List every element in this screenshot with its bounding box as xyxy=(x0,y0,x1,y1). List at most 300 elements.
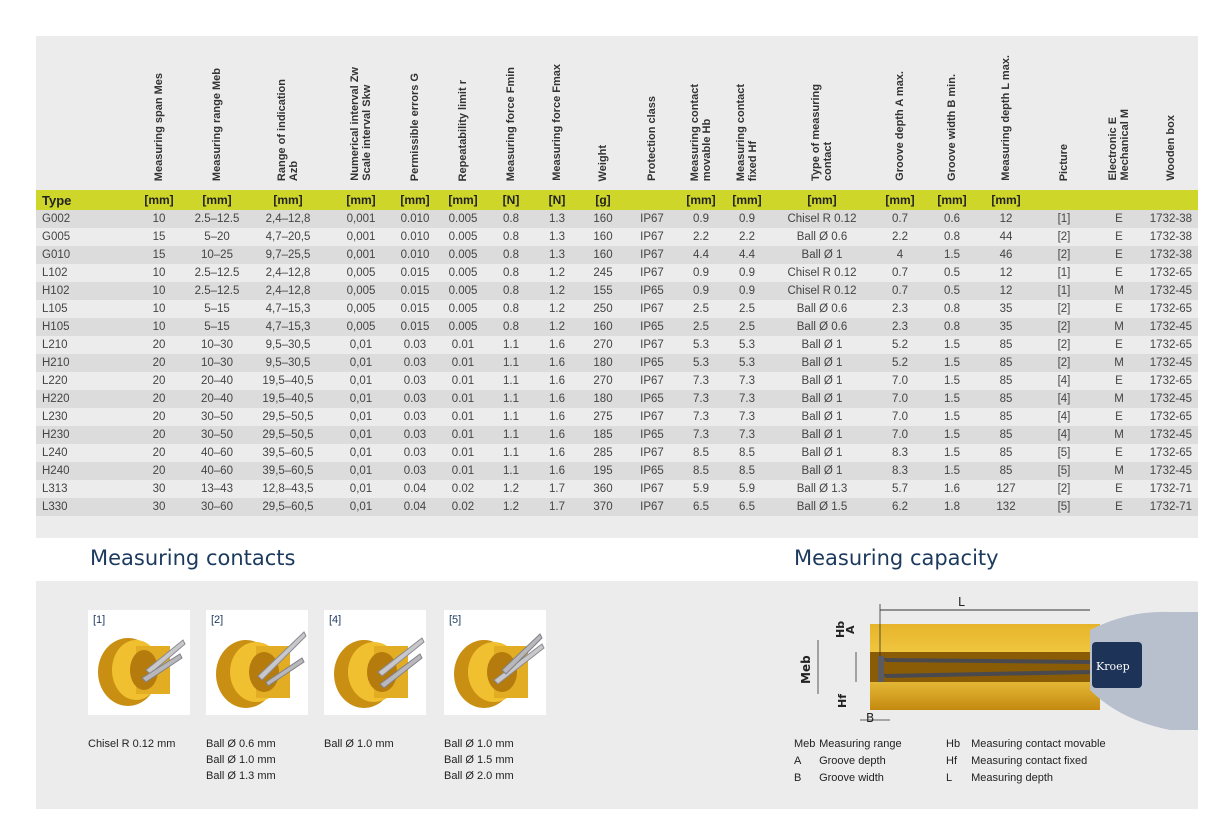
table-cell: E xyxy=(1094,498,1144,516)
table-cell: 20 xyxy=(130,372,188,390)
column-header-label: Type of measuring contact xyxy=(810,84,834,181)
table-cell: 85 xyxy=(978,354,1034,372)
table-cell: [5] xyxy=(1034,462,1094,480)
table-cell: 1.3 xyxy=(534,228,580,246)
column-header xyxy=(1094,36,1144,190)
table-cell: 20–40 xyxy=(188,390,246,408)
table-cell: IP67 xyxy=(626,246,678,264)
table-cell: G005 xyxy=(36,228,130,246)
table-cell: M xyxy=(1094,354,1144,372)
table-cell: 1.8 xyxy=(926,498,978,516)
table-cell: [2] xyxy=(1034,228,1094,246)
table-cell: 1732-45 xyxy=(1144,426,1198,444)
table-cell: 270 xyxy=(580,372,626,390)
table-cell: 1.6 xyxy=(534,372,580,390)
unit-cell: [mm] xyxy=(130,190,188,210)
table-cell: 39,5–60,5 xyxy=(246,462,330,480)
table-cell: 30–50 xyxy=(188,408,246,426)
type-header-cell xyxy=(36,36,130,190)
unit-cell: [mm] xyxy=(926,190,978,210)
unit-cell: [mm] xyxy=(978,190,1034,210)
table-cell: 20 xyxy=(130,354,188,372)
table-cell: 1.5 xyxy=(926,462,978,480)
table-cell: 0,01 xyxy=(330,498,392,516)
column-header-label: Picture xyxy=(1058,143,1070,181)
table-cell: IP67 xyxy=(626,444,678,462)
table-cell: 8.3 xyxy=(874,444,926,462)
table-cell: 245 xyxy=(580,264,626,282)
table-cell: 0,001 xyxy=(330,228,392,246)
table-cell: 15 xyxy=(130,246,188,264)
table-cell: Ball Ø 1 xyxy=(770,426,874,444)
table-cell: 0,005 xyxy=(330,282,392,300)
table-cell: 0.04 xyxy=(392,498,438,516)
table-cell: 1.7 xyxy=(534,480,580,498)
table-cell: Ball Ø 0.6 xyxy=(770,228,874,246)
table-cell: 5.7 xyxy=(874,480,926,498)
table-cell: 29,5–50,5 xyxy=(246,408,330,426)
table-cell: 1732-45 xyxy=(1144,318,1198,336)
column-header xyxy=(534,36,580,190)
table-cell: Ball Ø 0.6 xyxy=(770,300,874,318)
table-cell: E xyxy=(1094,372,1144,390)
contact-tag: [5] xyxy=(449,614,462,626)
table-cell: 0.010 xyxy=(392,210,438,228)
table-cell: 0.8 xyxy=(488,246,534,264)
table-cell: E xyxy=(1094,480,1144,498)
table-cell: 0,01 xyxy=(330,480,392,498)
table-cell: 2.2 xyxy=(678,228,724,246)
table-cell: 13–43 xyxy=(188,480,246,498)
table-cell: 5.3 xyxy=(678,336,724,354)
table-cell: 85 xyxy=(978,336,1034,354)
table-cell: 0.03 xyxy=(392,390,438,408)
table-cell: 0,005 xyxy=(330,264,392,282)
table-cell: 4.4 xyxy=(678,246,724,264)
table-cell: 155 xyxy=(580,282,626,300)
table-cell: 1.1 xyxy=(488,444,534,462)
table-cell: IP67 xyxy=(626,498,678,516)
table-cell: H220 xyxy=(36,390,130,408)
table-cell: IP67 xyxy=(626,228,678,246)
table-cell: 20 xyxy=(130,390,188,408)
table-cell: IP67 xyxy=(626,372,678,390)
unit-cell: [N] xyxy=(488,190,534,210)
table-cell: 10 xyxy=(130,282,188,300)
table-cell: Ball Ø 1 xyxy=(770,336,874,354)
unit-cell xyxy=(626,190,678,210)
table-cell: L210 xyxy=(36,336,130,354)
table-cell: 20 xyxy=(130,408,188,426)
unit-cell: [mm] xyxy=(724,190,770,210)
table-cell: 0.02 xyxy=(438,498,488,516)
table-cell: M xyxy=(1094,318,1144,336)
label-a: A xyxy=(844,625,857,634)
unit-cell: [mm] xyxy=(246,190,330,210)
table-cell: 4 xyxy=(874,246,926,264)
contact-image-5 xyxy=(444,610,546,715)
table-cell: H105 xyxy=(36,318,130,336)
table-cell: [1] xyxy=(1034,264,1094,282)
table-cell: IP65 xyxy=(626,462,678,480)
label-hb: Hb xyxy=(834,620,847,638)
table-cell: [2] xyxy=(1034,480,1094,498)
table-cell: 1.6 xyxy=(534,408,580,426)
table-cell: 30–60 xyxy=(188,498,246,516)
table-cell: H230 xyxy=(36,426,130,444)
label-l: L xyxy=(958,595,965,609)
table-cell: H210 xyxy=(36,354,130,372)
table-cell: IP67 xyxy=(626,336,678,354)
table-cell: [2] xyxy=(1034,246,1094,264)
table-cell: 1.1 xyxy=(488,354,534,372)
table-cell: L240 xyxy=(36,444,130,462)
table-cell: 0.03 xyxy=(392,462,438,480)
table-cell: Ball Ø 1 xyxy=(770,408,874,426)
table-cell: 0.03 xyxy=(392,444,438,462)
column-header-label: Repeatability limit r xyxy=(457,79,469,181)
table-cell: 0.015 xyxy=(392,282,438,300)
column-header-label: Electronic E Mechanical M xyxy=(1107,109,1131,181)
table-row xyxy=(36,210,1198,228)
column-header xyxy=(926,36,978,190)
table-cell: 0,01 xyxy=(330,336,392,354)
spec-table xyxy=(36,36,1198,516)
unit-cell: [mm] xyxy=(678,190,724,210)
table-cell: 85 xyxy=(978,372,1034,390)
table-cell: L313 xyxy=(36,480,130,498)
table-cell: IP65 xyxy=(626,354,678,372)
table-cell: E xyxy=(1094,444,1144,462)
unit-cell xyxy=(1034,190,1094,210)
table-cell: Ball Ø 1 xyxy=(770,444,874,462)
table-cell: 7.3 xyxy=(724,372,770,390)
table-row xyxy=(36,318,1198,336)
table-cell: 275 xyxy=(580,408,626,426)
table-cell: 1732-38 xyxy=(1144,246,1198,264)
table-cell: 0.8 xyxy=(488,318,534,336)
table-cell: Chisel R 0.12 xyxy=(770,264,874,282)
table-cell: 1.1 xyxy=(488,408,534,426)
table-body xyxy=(36,210,1198,516)
table-cell: 0.8 xyxy=(926,228,978,246)
unit-cell: [mm] xyxy=(874,190,926,210)
table-cell: 1.5 xyxy=(926,444,978,462)
table-cell: E xyxy=(1094,336,1144,354)
header-row xyxy=(36,36,1198,190)
table-cell: 5–15 xyxy=(188,318,246,336)
table-cell: Ball Ø 1.5 xyxy=(770,498,874,516)
table-cell: Chisel R 0.12 xyxy=(770,282,874,300)
table-cell: 0,001 xyxy=(330,246,392,264)
table-cell: M xyxy=(1094,426,1144,444)
table-cell: 85 xyxy=(978,390,1034,408)
table-cell: 1732-45 xyxy=(1144,462,1198,480)
label-b: B xyxy=(866,711,875,725)
table-cell: 5.9 xyxy=(678,480,724,498)
table-cell: 30 xyxy=(130,480,188,498)
table-row xyxy=(36,462,1198,480)
table-cell: G010 xyxy=(36,246,130,264)
table-cell: L105 xyxy=(36,300,130,318)
table-cell: 2.5 xyxy=(724,300,770,318)
table-cell: 0.9 xyxy=(678,264,724,282)
table-cell: 1732-65 xyxy=(1144,444,1198,462)
column-header xyxy=(130,36,188,190)
table-cell: 1.5 xyxy=(926,408,978,426)
table-cell: Chisel R 0.12 xyxy=(770,210,874,228)
table-cell: 2.2 xyxy=(724,228,770,246)
table-cell: 10–30 xyxy=(188,336,246,354)
table-cell: 1.6 xyxy=(534,462,580,480)
table-cell: 9,7–25,5 xyxy=(246,246,330,264)
table-cell: 7.3 xyxy=(678,426,724,444)
table-cell: [4] xyxy=(1034,408,1094,426)
table-row xyxy=(36,246,1198,264)
table-cell: 1.2 xyxy=(534,282,580,300)
unit-cell: [mm] xyxy=(770,190,874,210)
table-cell: IP67 xyxy=(626,408,678,426)
table-cell: 0.01 xyxy=(438,336,488,354)
contact-image-2 xyxy=(206,610,308,715)
column-header-label: Permissible errors G xyxy=(409,72,421,181)
table-cell: [4] xyxy=(1034,372,1094,390)
table-cell: 0.015 xyxy=(392,318,438,336)
table-cell: 1.6 xyxy=(534,444,580,462)
table-cell: 0.01 xyxy=(438,462,488,480)
table-cell: 1732-65 xyxy=(1144,264,1198,282)
brand-label: Kroep xyxy=(1096,660,1130,673)
table-cell: 7.3 xyxy=(724,390,770,408)
table-cell: L230 xyxy=(36,408,130,426)
table-cell: 5–20 xyxy=(188,228,246,246)
table-cell: 7.0 xyxy=(874,408,926,426)
table-cell: 0.8 xyxy=(488,282,534,300)
table-cell: 1.1 xyxy=(488,462,534,480)
table-cell: 7.3 xyxy=(678,408,724,426)
contact-caption-1: Chisel R 0.12 mm xyxy=(88,738,176,750)
legend-meb: Meb Measuring range xyxy=(794,738,902,750)
table-cell: 0.7 xyxy=(874,282,926,300)
table-cell: 12,8–43,5 xyxy=(246,480,330,498)
table-cell: 2,4–12,8 xyxy=(246,264,330,282)
table-cell: 1.5 xyxy=(926,336,978,354)
table-cell: 1.2 xyxy=(534,264,580,282)
table-cell: 0.005 xyxy=(438,210,488,228)
table-cell: 2,4–12,8 xyxy=(246,282,330,300)
table-cell: 2.5 xyxy=(678,318,724,336)
contact-tag: [4] xyxy=(329,614,342,626)
table-cell: 0.005 xyxy=(438,300,488,318)
column-header-label: Measuring contact fixed Hf xyxy=(735,83,759,181)
contact-tag: [2] xyxy=(211,614,224,626)
column-header-label: Weight xyxy=(597,144,609,181)
table-cell: 1.2 xyxy=(488,498,534,516)
table-cell: 285 xyxy=(580,444,626,462)
table-cell: 5.3 xyxy=(678,354,724,372)
legend-l: L Measuring depth xyxy=(946,772,1054,784)
table-cell: 0.5 xyxy=(926,264,978,282)
table-cell: 8.3 xyxy=(874,462,926,480)
table-cell: 1.1 xyxy=(488,390,534,408)
table-cell: IP65 xyxy=(626,282,678,300)
column-header xyxy=(678,36,724,190)
table-cell: 0.01 xyxy=(438,444,488,462)
table-cell: 0,01 xyxy=(330,444,392,462)
column-header-label: Measuring force Fmin xyxy=(505,66,517,181)
table-cell: 1732-45 xyxy=(1144,390,1198,408)
table-cell: 1.6 xyxy=(534,426,580,444)
table-cell: 132 xyxy=(978,498,1034,516)
table-cell: 0.03 xyxy=(392,372,438,390)
table-cell: 160 xyxy=(580,228,626,246)
table-cell: 0.005 xyxy=(438,228,488,246)
column-header xyxy=(770,36,874,190)
table-cell: L220 xyxy=(36,372,130,390)
column-header xyxy=(874,36,926,190)
table-cell: 0.01 xyxy=(438,408,488,426)
table-cell: 185 xyxy=(580,426,626,444)
table-cell: 0.015 xyxy=(392,264,438,282)
table-cell: 8.5 xyxy=(724,444,770,462)
table-cell: 1732-65 xyxy=(1144,408,1198,426)
table-cell: 12 xyxy=(978,282,1034,300)
table-cell: 44 xyxy=(978,228,1034,246)
table-cell: 0.9 xyxy=(724,282,770,300)
table-cell: 6.2 xyxy=(874,498,926,516)
table-cell: 0.005 xyxy=(438,318,488,336)
table-cell: 10 xyxy=(130,264,188,282)
table-cell: 30 xyxy=(130,498,188,516)
column-header xyxy=(1034,36,1094,190)
table-row xyxy=(36,444,1198,462)
table-cell: Ball Ø 1 xyxy=(770,246,874,264)
table-cell: 12 xyxy=(978,264,1034,282)
table-cell: 1732-45 xyxy=(1144,282,1198,300)
table-cell: 127 xyxy=(978,480,1034,498)
table-cell: G002 xyxy=(36,210,130,228)
column-header xyxy=(330,36,392,190)
column-header-label: Measuring depth L max. xyxy=(1000,55,1012,181)
table-cell: 5.9 xyxy=(724,480,770,498)
unit-cell: [mm] xyxy=(438,190,488,210)
table-cell: 0.02 xyxy=(438,480,488,498)
table-cell: 0.04 xyxy=(392,480,438,498)
units-row xyxy=(36,190,1198,210)
table-cell: 4,7–15,3 xyxy=(246,318,330,336)
table-cell: 40–60 xyxy=(188,462,246,480)
table-cell: 0.8 xyxy=(488,228,534,246)
label-hf: Hf xyxy=(836,694,849,708)
table-cell: 10 xyxy=(130,318,188,336)
table-cell: 0,001 xyxy=(330,210,392,228)
column-header-label: Groove width B min. xyxy=(946,74,958,181)
table-row xyxy=(36,300,1198,318)
table-cell: 5–15 xyxy=(188,300,246,318)
table-cell: 2.5–12.5 xyxy=(188,282,246,300)
table-cell: 1732-71 xyxy=(1144,498,1198,516)
table-cell: 1.1 xyxy=(488,336,534,354)
column-header-label: Numerical interval Zw Scale interval Skw xyxy=(349,67,373,181)
table-cell: 4,7–20,5 xyxy=(246,228,330,246)
column-header xyxy=(246,36,330,190)
table-cell: 20 xyxy=(130,426,188,444)
table-cell: 1.5 xyxy=(926,426,978,444)
table-cell: 0.8 xyxy=(488,300,534,318)
table-cell: 0.01 xyxy=(438,390,488,408)
table-cell: 0.03 xyxy=(392,426,438,444)
table-cell: 5.2 xyxy=(874,336,926,354)
column-header-label: Wooden box xyxy=(1165,115,1177,181)
table-cell: Ball Ø 0.6 xyxy=(770,318,874,336)
table-cell: [1] xyxy=(1034,282,1094,300)
table-cell: 20–40 xyxy=(188,372,246,390)
table-cell: 20 xyxy=(130,444,188,462)
table-cell: IP65 xyxy=(626,426,678,444)
contact-tag: [1] xyxy=(93,614,106,626)
table-cell: 180 xyxy=(580,354,626,372)
column-header xyxy=(978,36,1034,190)
table-cell: 160 xyxy=(580,246,626,264)
table-cell: 0.01 xyxy=(438,354,488,372)
table-cell: 270 xyxy=(580,336,626,354)
table-cell: 1.2 xyxy=(488,480,534,498)
table-cell: 0.6 xyxy=(926,210,978,228)
table-cell: 19,5–40,5 xyxy=(246,390,330,408)
table-cell: 1.1 xyxy=(488,426,534,444)
table-cell: 85 xyxy=(978,426,1034,444)
table-cell: 10 xyxy=(130,210,188,228)
table-cell: 1.2 xyxy=(534,300,580,318)
table-cell: 29,5–60,5 xyxy=(246,498,330,516)
table-cell: 0.9 xyxy=(678,210,724,228)
table-cell: 39,5–60,5 xyxy=(246,444,330,462)
table-cell: 0.9 xyxy=(724,264,770,282)
label-meb: Meb xyxy=(799,655,813,684)
table-cell: 160 xyxy=(580,318,626,336)
table-cell: E xyxy=(1094,210,1144,228)
table-cell: 20 xyxy=(130,462,188,480)
table-row xyxy=(36,282,1198,300)
table-cell: [4] xyxy=(1034,426,1094,444)
table-cell: [2] xyxy=(1034,336,1094,354)
table-cell: 7.3 xyxy=(678,390,724,408)
table-cell: 7.3 xyxy=(724,426,770,444)
column-header-label: Measuring span Mes xyxy=(153,72,165,181)
table-cell: [2] xyxy=(1034,318,1094,336)
table-cell: 4.4 xyxy=(724,246,770,264)
table-cell: E xyxy=(1094,408,1144,426)
table-cell: 15 xyxy=(130,228,188,246)
table-cell: 20 xyxy=(130,336,188,354)
table-cell: 0.005 xyxy=(438,282,488,300)
table-cell: [1] xyxy=(1034,210,1094,228)
table-cell: 1732-71 xyxy=(1144,480,1198,498)
table-cell: IP67 xyxy=(626,480,678,498)
table-row xyxy=(36,498,1198,516)
table-cell: 2.2 xyxy=(874,228,926,246)
table-cell: 7.3 xyxy=(724,408,770,426)
table-cell: 30–50 xyxy=(188,426,246,444)
table-cell: 1.1 xyxy=(488,372,534,390)
table-cell: 0.01 xyxy=(438,372,488,390)
table-cell: 1.3 xyxy=(534,246,580,264)
table-cell: 7.0 xyxy=(874,426,926,444)
table-cell: [5] xyxy=(1034,498,1094,516)
column-header xyxy=(626,36,678,190)
table-cell: Ball Ø 1 xyxy=(770,354,874,372)
column-header-label: Range of indication Azb xyxy=(276,78,300,181)
